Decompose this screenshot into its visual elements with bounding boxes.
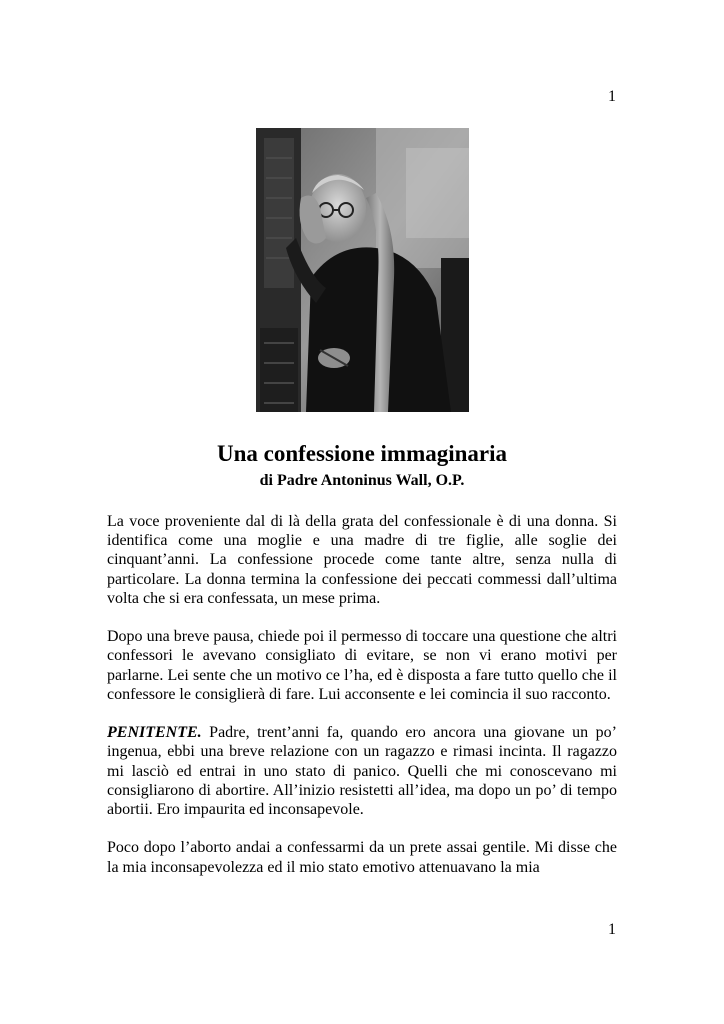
- paragraph-penitent: [107, 723, 617, 819]
- paragraph-last: Poco dopo l’aborto andai a confessarmi da un prete assai gentile. Mi disse che la mia inconsapevolezza ed il mio stato emotivo attenuavano la mia: [107, 839, 617, 876]
- paragraph-request: Dopo una breve pausa, chiede poi il permesso di toccare una questione che altri confessori le avevano consigliato di evitare, se non vi erano motivi per parlarne. Lei sente che un motivo ce l’ha, ed è disposta a fare tutto quello che il confessore le consiglierà di fare. Lui acconsente e lei comincia il suo racconto.: [107, 628, 617, 703]
- article-body: [107, 512, 617, 896]
- page-number-bottom: 1: [608, 921, 616, 938]
- priest-photo: [256, 128, 469, 412]
- speaker-text: Padre, trent’anni fa, quando ero ancora una giovane un po’ ingenua, ebbi una breve relazione con un ragazzo e rimasi incinta. Il ragazzo mi lasciò ed entrai in uno stato di panico. Quelli che mi conoscevano mi consigliarono di abortire. All’inizio resistetti all’idea, ma dopo un po’ di tempo abortii. Ero impaurita ed inconsapevole.: [107, 724, 617, 819]
- article-author: di Padre Antoninus Wall, O.P.: [259, 472, 465, 489]
- speaker-label: PENITENTE.: [107, 724, 202, 742]
- paragraph-intro: La voce proveniente dal di là della grata del confessionale è di una donna. Si identifica come una moglie e una madre di tre figlie, alle soglie dei cinquant’anni. La confessione procede come tante altre, senza nulla di particolare. La donna termina la confessione dei peccati commessi dall’ultima volta che si era confessata, un mese prima.: [107, 513, 617, 607]
- article-title: Una confessione immaginaria: [216, 441, 508, 466]
- page-number-top: 1: [608, 88, 616, 105]
